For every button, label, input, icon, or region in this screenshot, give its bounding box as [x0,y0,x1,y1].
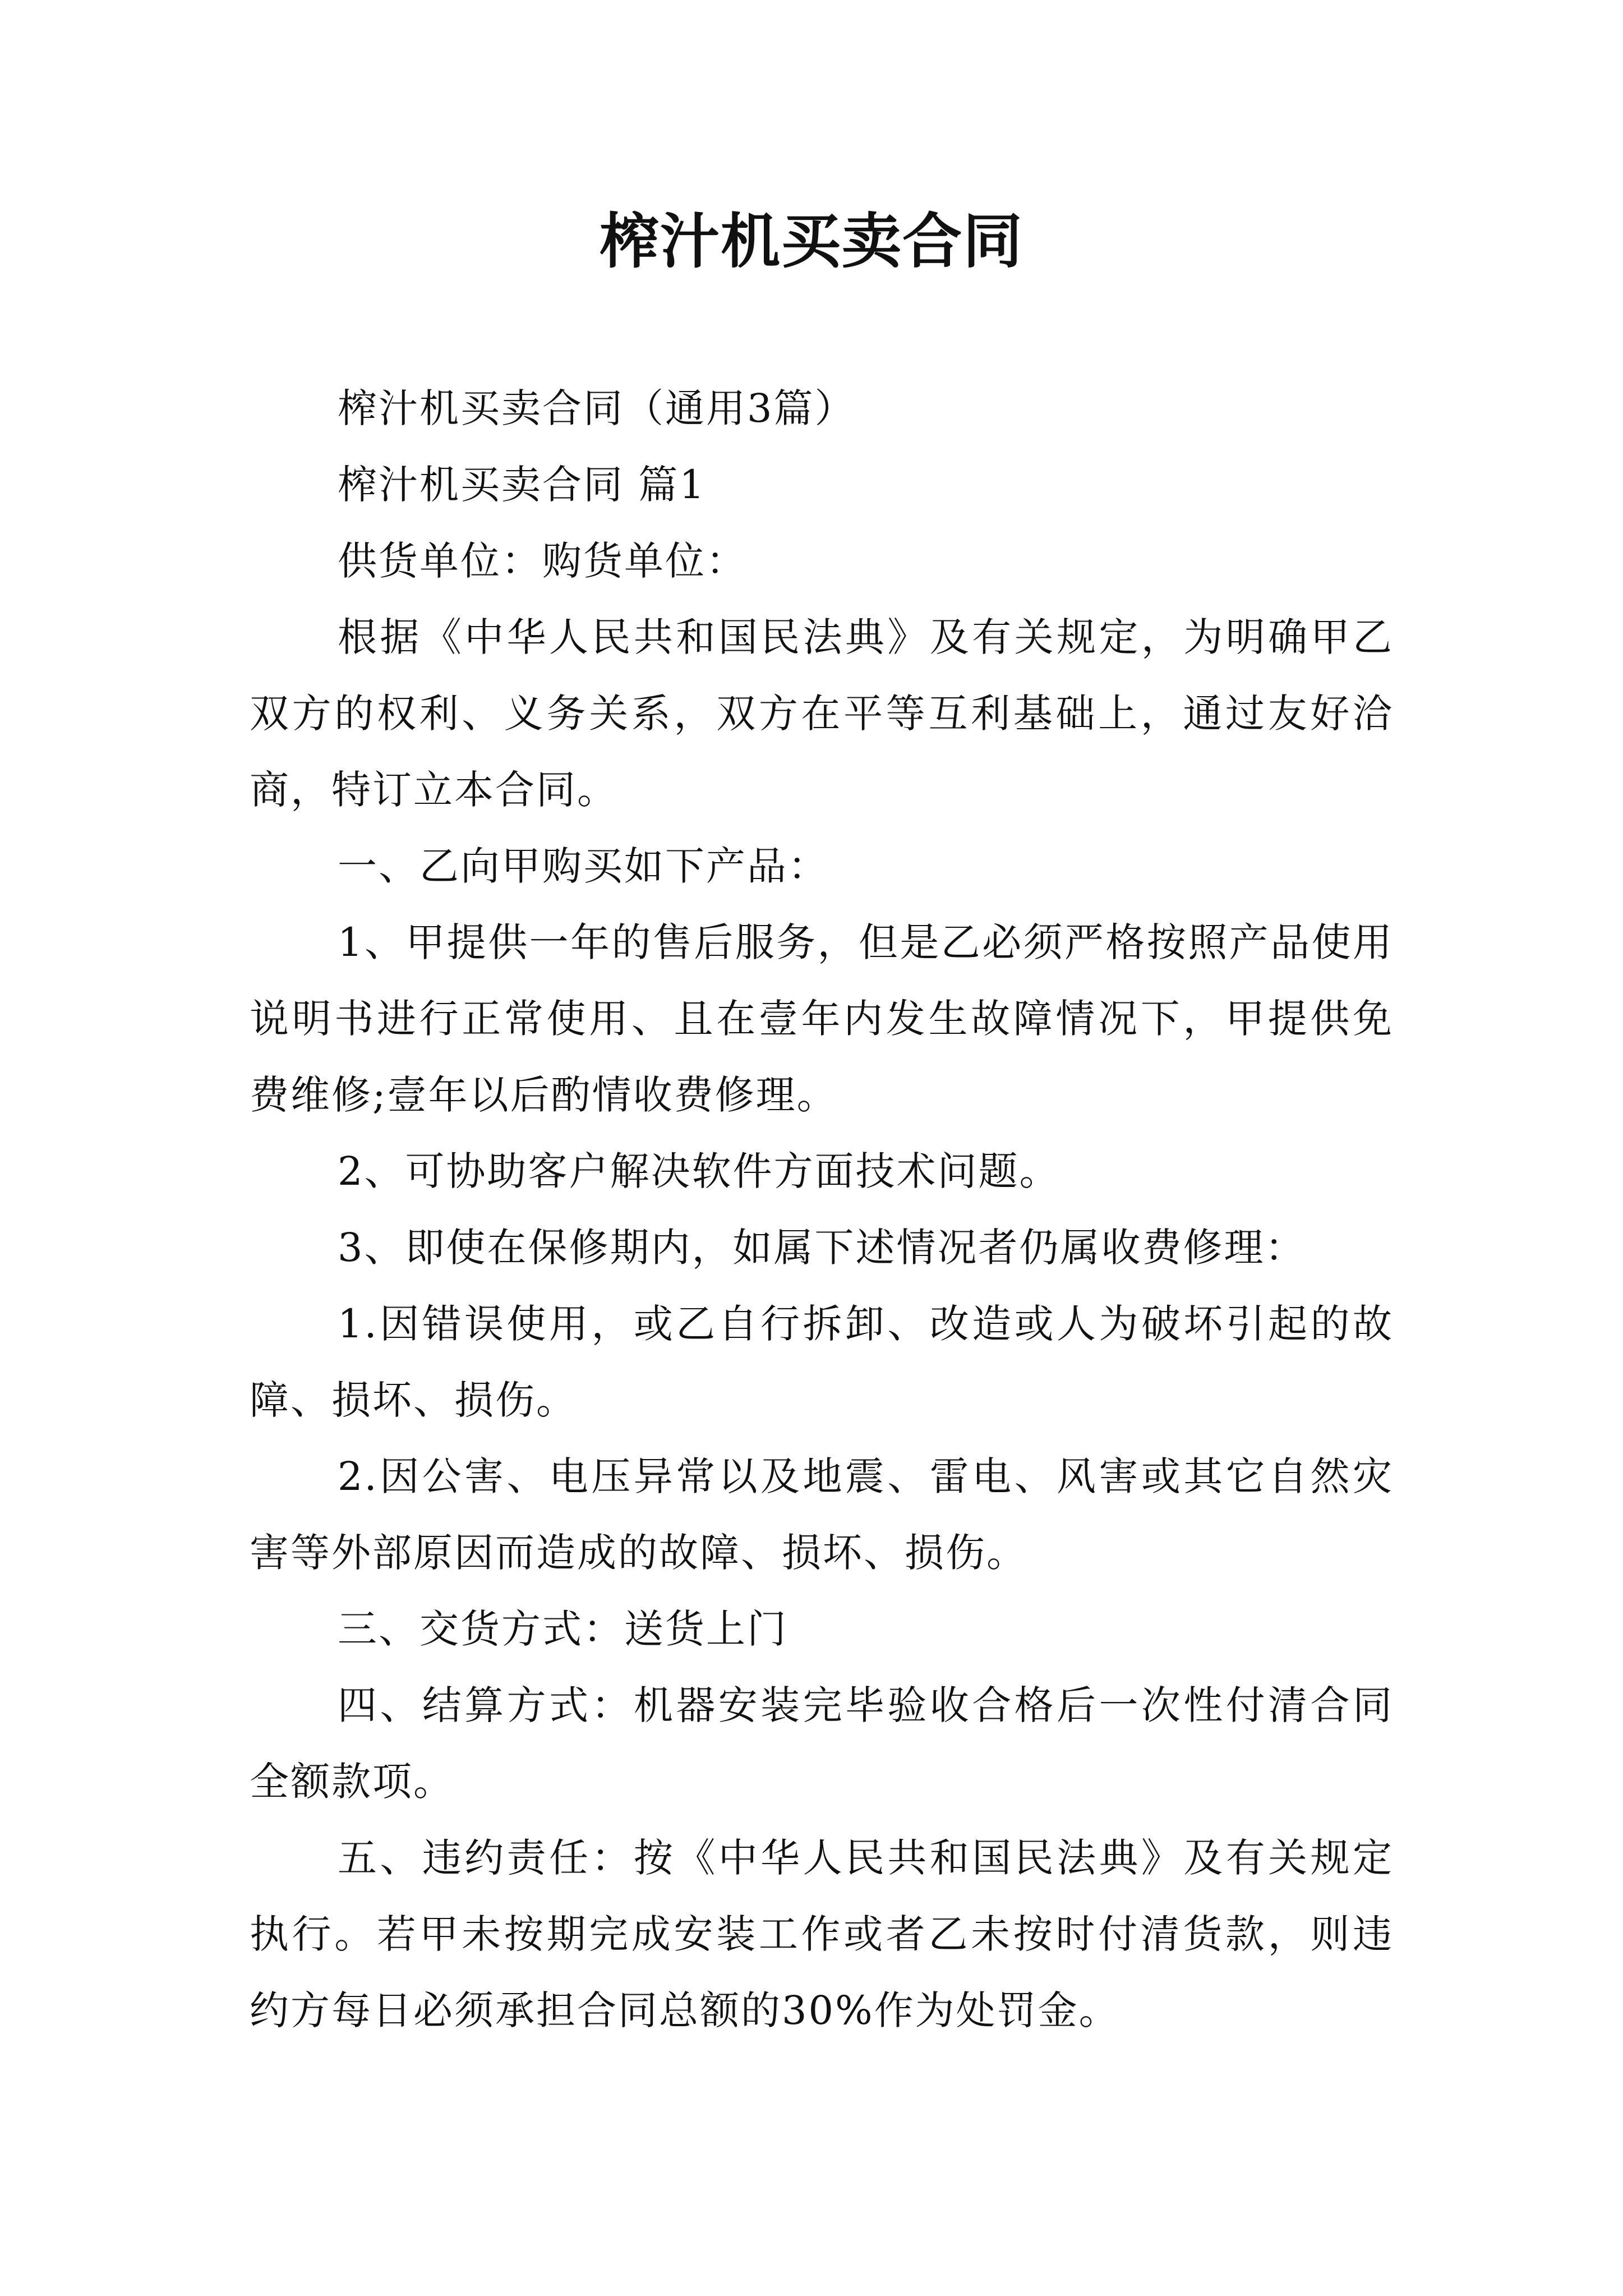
document-body [250,370,1394,2049]
section-heading: 榨汁机买卖合同 篇1 [338,462,706,508]
subtitle-paragraph: 榨汁机买卖合同（通用3篇） [338,385,856,431]
parties-line: 供货单位：购货单位： [338,538,747,584]
clause-5-liability: 五、违约责任：按《中华人民共和国民法典》及有关规定执行。若甲未按期完成安装工作或者乙未按时付清货款，则违约方每日必须承担合同总额的30%作为处罚金。 [250,1835,1394,2033]
clause-1-item-3: 3、即使在保修期内，如属下述情况者仍属收费修理： [338,1225,1306,1271]
clause-1-heading: 一、乙向甲购买如下产品： [338,843,829,889]
document-title: 榨汁机买卖合同 [600,206,1023,276]
sub-item-1: 1.因错误使用，或乙自行拆卸、改造或人为破坏引起的故障、损坏、损伤。 [250,1301,1394,1423]
preamble-paragraph: 根据《中华人民共和国民法典》及有关规定，为明确甲乙双方的权利、义务关系，双方在平等互利基础上，通过友好洽商，特订立本合同。 [250,614,1394,813]
sub-item-2: 2.因公害、电压异常以及地震、雷电、风害或其它自然灾害等外部原因而造成的故障、损坏、损伤。 [250,1453,1394,1576]
clause-3-delivery: 三、交货方式：送货上门 [338,1606,788,1652]
clause-1-item-2: 2、可协助客户解决软件方面技术问题。 [338,1148,1061,1194]
clause-1-item-1: 1、甲提供一年的售后服务，但是乙必须严格按照产品使用说明书进行正常使用、且在壹年内发生故障情况下，甲提供免费维修;壹年以后酌情收费修理。 [250,919,1394,1118]
clause-4-settlement: 四、结算方式：机器安装完毕验收合格后一次性付清合同全额款项。 [250,1682,1394,1805]
